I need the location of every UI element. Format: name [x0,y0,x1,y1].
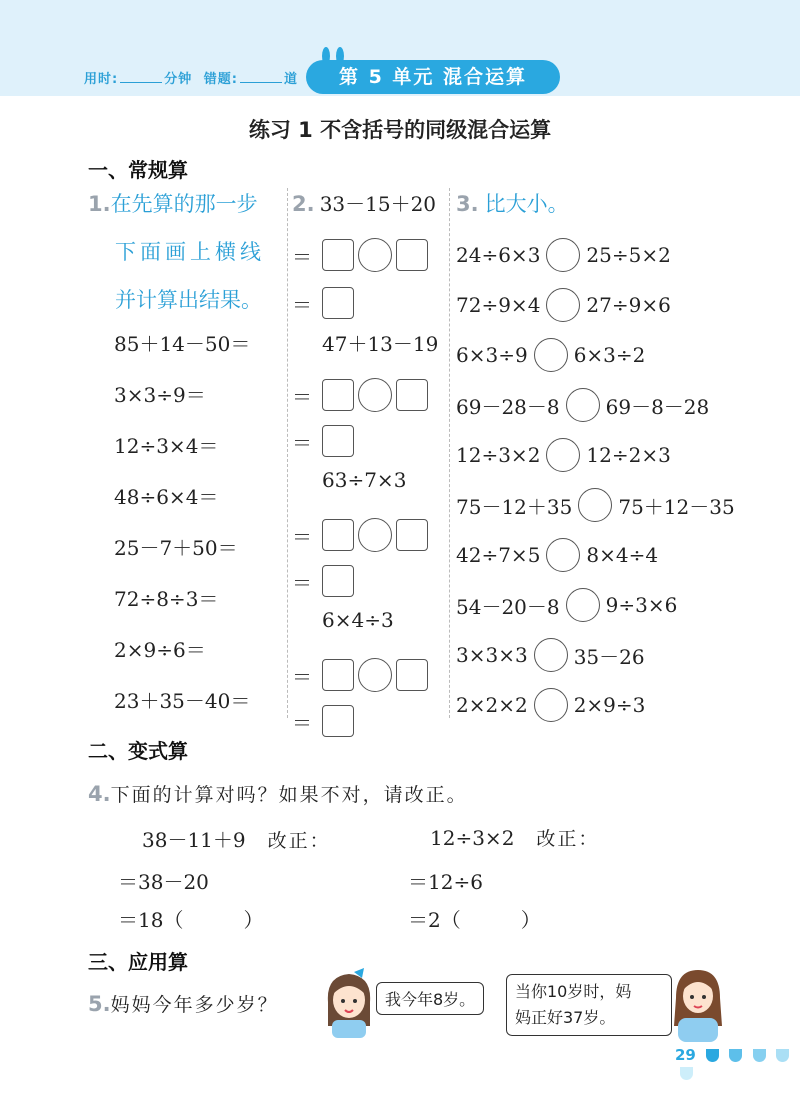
q1-item[interactable]: 23＋35－40＝ [114,689,251,713]
q4-right-step2[interactable]: ＝2（ ） [408,908,541,932]
q2-number: 2. [292,192,315,216]
q1-instr-line2: 下面画上横线 [115,240,265,264]
equals-sign: ＝ [292,244,312,269]
compare-right: 75＋12－35 [618,494,735,519]
q4-instr: 下面的计算对吗？如果不对，请改正。 [110,784,468,806]
q2-expr: 33－15＋20 [319,192,437,216]
q5-question: 妈妈今年多少岁？ [110,994,279,1016]
compare-right: 25÷5×2 [586,243,671,267]
q1-item[interactable]: 72÷8÷3＝ [114,587,219,611]
answer-box[interactable] [322,519,354,551]
q1-item[interactable]: 85＋14－50＝ [114,332,251,356]
error-label: 错题: [203,72,238,87]
q1-item[interactable]: 2×9÷6＝ [114,638,206,662]
q1-number: 1. [88,192,111,216]
compare-circle[interactable] [534,338,568,372]
page-number: 29 [675,1046,696,1064]
equals-sign: ＝ [292,430,312,455]
compare-circle[interactable] [578,488,612,522]
compare-right: 8×4÷4 [586,543,659,567]
correct-label: 改正： [267,830,331,852]
compare-right: 27÷9×6 [586,293,671,317]
compare-left: 24÷6×3 [456,243,541,267]
mom-line2: 妈正好37岁。 [515,1008,616,1027]
compare-right: 2×9÷3 [573,693,646,717]
divider-2 [449,188,450,718]
q2-expr: 47＋13－19 [322,332,439,356]
compare-left: 12÷3×2 [456,443,541,467]
q4-left-expr-row [142,824,331,853]
compare-left: 2×2×2 [456,693,528,717]
answer-box[interactable] [322,705,354,737]
answer-box[interactable] [322,239,354,271]
compare-right: 6×3÷2 [573,343,646,367]
mom-speech-bubble [506,974,672,1036]
girl-illustration [318,966,380,1038]
q1-item[interactable]: 3×3÷9＝ [114,383,206,407]
answer-box[interactable] [396,379,428,411]
q3-block [456,188,735,730]
q4-left-step1: ＝38－20 [118,870,209,894]
q4-left-step2[interactable]: ＝18（ ） [118,908,264,932]
q4-right-step1: ＝12÷6 [408,870,483,894]
q2-expr: 63÷7×3 [322,468,407,492]
answer-box[interactable] [396,519,428,551]
answer-box[interactable] [322,659,354,691]
section2-heading: 二、变式算 [88,739,188,763]
operator-circle[interactable] [358,238,392,272]
compare-row [456,230,735,280]
operator-circle[interactable] [358,518,392,552]
q3-instr: 比大小。 [484,192,569,216]
minute-label: 分钟 [164,72,193,87]
equals-sign: ＝ [292,710,312,735]
compare-row [456,480,735,530]
time-blank[interactable] [120,82,162,83]
compare-row [456,380,735,430]
answer-box[interactable] [322,379,354,411]
unit-title: 第 5 单元 混合运算 [306,60,560,94]
section1-heading: 一、常规算 [88,158,188,182]
compare-circle[interactable] [546,538,580,572]
compare-circle[interactable] [534,638,568,672]
decor-dot [776,1049,789,1062]
time-meta [84,68,298,87]
decor-dot [729,1049,742,1062]
q4-right-expr-row [430,824,599,851]
compare-circle[interactable] [566,388,600,422]
mom-illustration [668,964,728,1042]
q4-instructions [88,780,468,807]
decor-dot [680,1067,693,1080]
compare-left: 3×3×3 [456,643,528,667]
count-label: 道 [283,72,298,87]
q2-block [292,188,438,744]
equals-sign: ＝ [292,384,312,409]
compare-left: 72÷9×4 [456,293,541,317]
compare-row [456,530,735,580]
compare-right: 35－26 [573,644,645,669]
compare-circle[interactable] [546,238,580,272]
q1-instructions [88,188,265,332]
q1-item[interactable]: 48÷6×4＝ [114,485,219,509]
section3-heading: 三、应用算 [88,950,188,974]
answer-box[interactable] [322,425,354,457]
q4-left-expr: 38－11＋9 [142,828,246,852]
compare-circle[interactable] [546,438,580,472]
compare-row [456,680,735,730]
decor-dot [753,1049,766,1062]
operator-circle[interactable] [358,658,392,692]
q1-list [114,328,250,736]
compare-left: 42÷7×5 [456,543,541,567]
q1-instr-line1: 在先算的那一步 [110,192,258,216]
compare-right: 69－8－28 [605,394,710,419]
q5-question-row [88,990,279,1017]
answer-box[interactable] [396,239,428,271]
compare-left: 54－20－8 [456,594,560,619]
correct-label: 改正： [536,828,600,850]
q3-number: 3. [456,192,479,216]
operator-circle[interactable] [358,378,392,412]
q5-number: 5. [88,992,111,1016]
error-blank[interactable] [240,82,282,83]
lesson-title: 练习 1 不含括号的同级混合运算 [248,118,552,142]
equals-sign: ＝ [292,292,312,317]
q2-expr: 6×4÷3 [322,608,394,632]
compare-row [456,330,735,380]
compare-row [456,280,735,330]
page-number-row [675,1046,800,1082]
answer-box[interactable] [396,659,428,691]
q1-item[interactable]: 12÷3×4＝ [114,434,219,458]
divider-1 [287,188,288,718]
compare-row [456,430,735,480]
q4-right-expr: 12÷3×2 [430,826,515,850]
q4-number: 4. [88,782,111,806]
compare-circle[interactable] [546,288,580,322]
answer-box[interactable] [322,565,354,597]
equals-sign: ＝ [292,524,312,549]
girl-speech-bubble: 我今年8岁。 [376,982,484,1015]
compare-right: 9÷3×6 [605,593,678,617]
compare-left: 75－12＋35 [456,494,573,519]
time-label: 用时: [84,72,119,87]
equals-sign: ＝ [292,664,312,689]
q1-instr-line3: 并计算出结果。 [115,288,262,312]
compare-right: 12÷2×3 [586,443,671,467]
compare-row [456,630,735,680]
mom-line1: 当你10岁时，妈 [515,982,632,1001]
compare-row [456,580,735,630]
decor-dot [706,1049,719,1062]
equals-sign: ＝ [292,570,312,595]
compare-left: 6×3÷9 [456,343,528,367]
answer-box[interactable] [322,287,354,319]
q1-item[interactable]: 25－7＋50＝ [114,536,238,560]
compare-left: 69－28－8 [456,394,560,419]
compare-circle[interactable] [534,688,568,722]
compare-circle[interactable] [566,588,600,622]
